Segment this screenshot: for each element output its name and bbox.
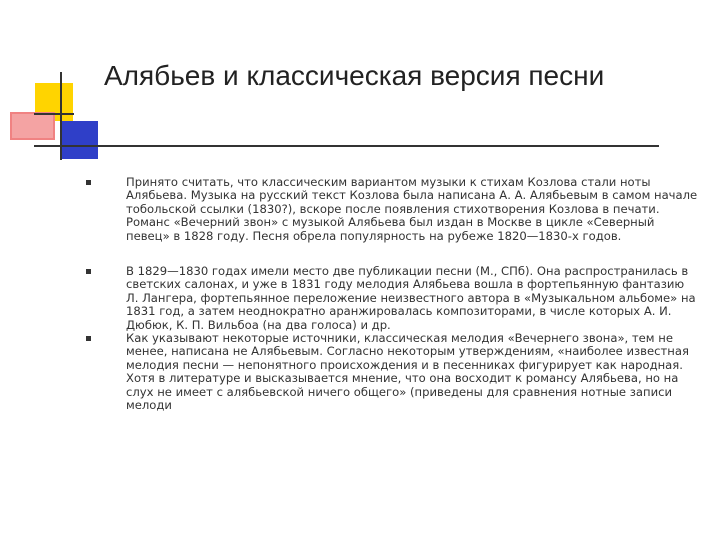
square-bullet-icon (86, 269, 91, 274)
slide-body (86, 176, 698, 413)
slide-title: Алябьев и классическая версия песни (104, 60, 605, 91)
decor-blue-square (60, 121, 98, 159)
decor-short-horizontal-line (34, 113, 74, 115)
square-bullet-icon (86, 336, 91, 341)
decor-red-square (10, 112, 55, 140)
bullet-item (86, 176, 698, 243)
bullet-text: В 1829—1830 годах имели место две публикации песни (М., СПб). Она распространилась в светских салонах, и уже в 1831 году мелодия Алябьева вошла в фортепьянную фантазию Л. Лангера, фортепьянное переложение неизвестного автора в «Музыкальном альбоме» на 1831 год, а затем неоднократно аранжировалась композиторами, в числе которых А. И. Дюбюк, К. П. Вильбоа (на два голоса) и др. (126, 264, 696, 332)
bullet-item (86, 265, 698, 332)
bullet-text: Принято считать, что классическим вариантом музыки к стихам Козлова стали ноты Алябьева. Музыка на русский текст Козлова была написана А. А. Алябьевым в самом начале тобольской ссылки (1830?), вскоре после появления стихотворения Козлова в печати. Романс «Вечерний звон» с музыкой Алябьева был издан в Москве в цикле «Северный певец» в 1828 году. Песня обрела популярность на рубеже 1820—1830-х годов. (126, 175, 698, 243)
square-bullet-icon (86, 180, 91, 185)
title-underline (34, 145, 659, 147)
bullet-item (86, 332, 698, 412)
bullet-text: Как указывают некоторые источники, классическая мелодия «Вечернего звона», тем не менее, написана не Алябьевым. Согласно некоторым утверждениям, «наиболее известная мелодия песни — непонятного происхождения и в песенниках фигурирует как народная. Хотя в литературе и высказывается мнение, что она восходит к романсу Алябьева, но на слух не имеет с алябьевской ничего общего» (приведены для сравнения нотные записи мелоди (126, 331, 689, 413)
